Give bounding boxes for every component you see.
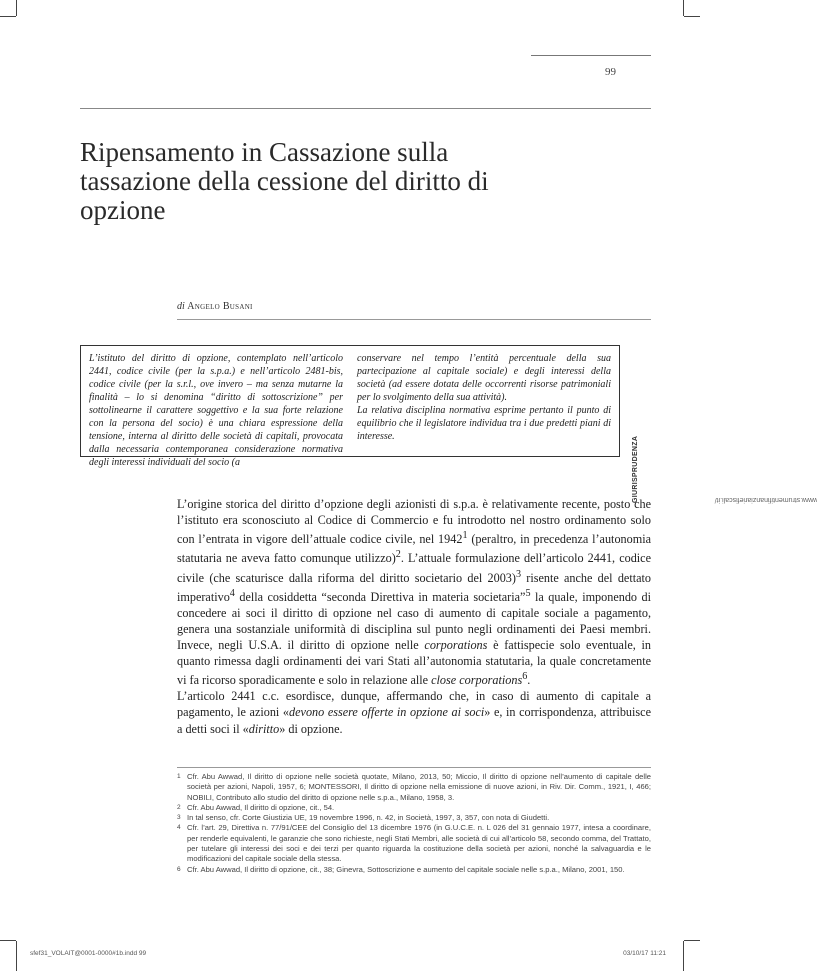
text-run: la quale, imponendo di concedere ai soci il diritto di opzione nel caso di aumento di capitale sociale a pagamento, genera una sostanziale uniformità di disciplina sul punto negli ordinamenti dei Paesi membri. Invece, negli U.S.A. il diritto di opzione nelle <box>177 589 651 652</box>
body-paragraph <box>177 688 651 736</box>
text-run: della cosiddetta “seconda Direttiva in materia societaria” <box>234 589 526 604</box>
footnote-text: Cfr. Abu Awwad, Il diritto di opzione nelle società quotate, Milano, 2013, 50; Miccio, Il diritto di opzione nell’aumento di capitale delle società per azioni, Napoli, 1957, 6; MONTESSORI, Il diritto di opzione nella emissione di nuove azioni, in Riv. Dir. Comm., 1921, I, 466; NOBILI, Contributo allo studio del diritto di opzione nelle s.p.a., Milano, 1958, 3. <box>187 772 651 802</box>
footnote <box>177 813 651 823</box>
crop-mark <box>0 16 16 17</box>
footnote-ref: 2 <box>395 549 401 561</box>
italic-run: devono essere offerte in opzione ai soci <box>289 705 485 720</box>
footnote <box>177 865 651 875</box>
title-rule <box>80 108 651 109</box>
footnote-number: 2 <box>177 803 181 811</box>
footnote-text: In tal senso, cfr. Corte Giustizia UE, 19 novembre 1996, n. 42, in Società, 1997, 3, 357, con nota di Giudetti. <box>187 813 550 823</box>
text-run: è fattispecie solo eventuale, in quanto rimessa dagli ordinamenti dei vari Stati all’autonomia statutaria, la quale concretamente vi fa ricorso sporadicamente e solo in relazione alle <box>177 638 651 688</box>
footnote <box>177 823 651 864</box>
footnotes <box>177 772 651 875</box>
footnote <box>177 803 651 813</box>
abstract-column-1 <box>89 352 343 468</box>
text-run: risente anche del dettato imperativo <box>177 570 651 604</box>
text-run: » e, in corrispondenza, attribuisce a detti soci il « <box>177 705 651 736</box>
abstract-text: conservare nel tempo l’entità percentuale della sua partecipazione al capitale sociale) e degli interessi della società (ad essere dotata delle occorrenti risorse patrimoniali per lo svolgimento della sua attività). <box>357 353 611 403</box>
side-section-tag <box>632 318 817 503</box>
footnote-ref: 4 <box>229 587 235 599</box>
italic-run: close corporations <box>431 673 523 688</box>
page-number-rule <box>531 55 651 56</box>
footnote-ref: 6 <box>522 671 528 683</box>
article-body <box>177 496 651 737</box>
abstract-column-2 <box>357 352 611 450</box>
crop-mark <box>684 16 700 17</box>
crop-mark <box>683 941 684 971</box>
footnote-ref: 1 <box>462 530 468 542</box>
crop-mark <box>16 941 17 971</box>
footer-file-info: sfef31_VOLAIT@0001-0000#1b.indd 99 <box>30 950 147 957</box>
footnote-ref: 5 <box>525 587 531 599</box>
footnote-ref: 3 <box>515 568 522 580</box>
abstract-text: L’istituto del diritto di opzione, contemplato nell’articolo 2441, codice civile (per la s.p.a.) e nell’articolo 2481-bis, codice civile (per la s.r.l., ove invero – ma senza mutarne la finalità – lo si denomina “diritto di sottoscrizione” per sottolinearne il carattere soggettivo e la sua forte relazione con la persona del socio) è una chiara espressione della tensione, interna al diritto delle società di capitali, provocata dalla necessaria contemporanea considerazione normativa degli interessi individuali del socio (a <box>89 353 343 468</box>
text-run: » di opzione. <box>279 721 343 736</box>
body-paragraph <box>177 496 651 688</box>
article-title: Ripensamento in Cassazione sulla tassazione della cessione del diritto di opzione <box>80 137 489 225</box>
footnote-number: 4 <box>177 824 181 832</box>
abstract-box <box>80 345 620 468</box>
footer-datetime: 03/10/17 11:21 <box>623 950 666 957</box>
author-line <box>177 301 253 312</box>
italic-run: corporations <box>424 638 488 652</box>
footnote-text: Cfr. Abu Awwad, Il diritto di opzione, cit., 54. <box>187 802 335 812</box>
footnote-rule <box>177 767 651 768</box>
text-run: L’origine storica del diritto d’opzione degli azionisti di s.p.a. è relativamente recente, posto che l’istituto era sconosciuto al Codice di Commercio e fu introdotto nel nostro ordinamento solo con l’entrata in vigore dell’attuale codice civile, nel 1942 <box>177 497 651 547</box>
page-number: 99 <box>605 66 616 78</box>
footnote-text: Cfr. Abu Awwad, Il diritto di opzione, cit., 38; Ginevra, Sottoscrizione e aumento del capitale sociale nelle s.p.a., Milano, 2001, 150. <box>187 864 625 874</box>
text-run: (peraltro, in precedenza l’autonomia statutaria ne aveva fatto comunque utilizzo) <box>177 532 651 566</box>
author-rule <box>177 319 651 320</box>
text-run: . <box>527 673 531 688</box>
crop-mark <box>684 940 700 941</box>
footnote-number: 1 <box>177 773 181 780</box>
author-name: Angelo Busani <box>187 301 253 312</box>
footnote-text: Cfr. l’art. 29, Direttiva n. 77/91/CEE del Consiglio del 13 dicembre 1976 (in G.U.C.E. n. L 026 del 31 gennaio 1977, intesa a coordinare, per renderle equivalenti, le garanzie che sono richieste, negli Stati Membri, alle società di cui all’articolo 58, secondo comma, del Trattato, per tutelare gli interessi dei soci e dei terzi per quanto riguarda la costituzione della società per azioni, nonché la salvaguardia e le modificazioni del capitale sociale della stessa. <box>187 823 651 864</box>
crop-mark <box>0 940 16 941</box>
abstract-text: La relativa disciplina normativa esprime pertanto il punto di equilibrio che il legislatore individua tra i due predetti piani di interesse. <box>357 405 611 442</box>
italic-run: diritto <box>248 721 280 736</box>
author-prefix: di <box>177 301 185 312</box>
text-run: . L’attuale formulazione dell’articolo 2441, codice civile (che scaturisce dalla riforma del diritto societario del 2003) <box>177 551 651 585</box>
side-tag-site: www.strumentifinanziarieﬁscali.it/ <box>714 496 817 503</box>
footnote-number: 6 <box>177 865 181 873</box>
crop-mark <box>683 0 684 16</box>
text-run: L’articolo 2441 c.c. esordisce, dunque, affermando che, in caso di aumento di capitale a pagamento, le azioni « <box>177 689 651 720</box>
footnote-number: 3 <box>177 814 181 822</box>
crop-mark <box>16 0 17 16</box>
footnote <box>177 772 651 803</box>
side-tag-section: GIURISPRUDENZA <box>632 435 639 503</box>
